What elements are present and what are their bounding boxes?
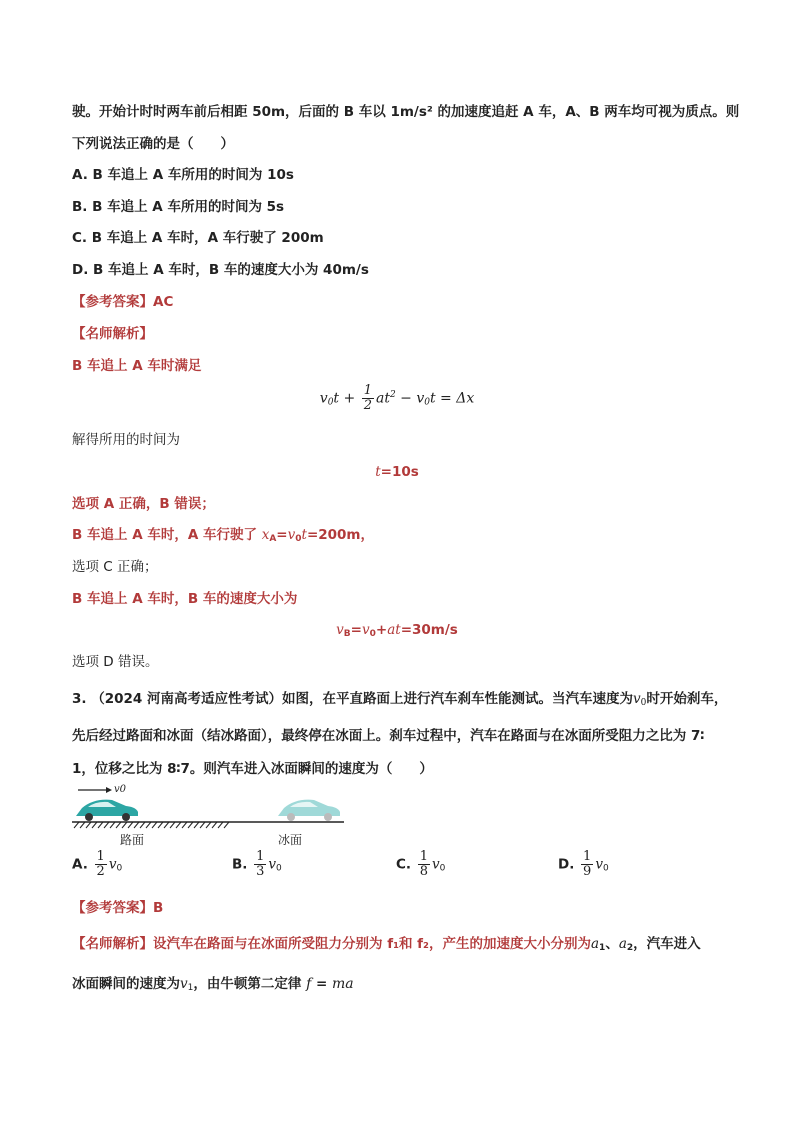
q2-stem-line1: 驶。开始计时时两车前后相距 50m，后面的 B 车以 1m/s² 的加速度追赶 A 车，A、B 两车均可视为质点。则 (72, 104, 740, 120)
q2-vb-result: $v_B=v_0+at=30m/s$ (336, 622, 458, 639)
q3-option-c: C. $\frac{1}{8}$ $v_0$ (396, 849, 446, 879)
q3-answer: 【参考答案】B (72, 900, 164, 916)
q2-t-result: t=10s (375, 464, 419, 480)
q3-option-b: B. $\frac{1}{3}$ $v_0$ (232, 849, 282, 879)
q3-stem-line3: 1，位移之比为 8∶7。则汽车进入冰面瞬间的速度为（ ） (72, 761, 433, 777)
q2-formula-equation: $v_0t$ + $\frac{1}{2}$ $at^2 - v_0t = \Delta x$ (319, 383, 475, 413)
q2-analysis-line7: 选项 D 错误。 (72, 654, 159, 670)
velocity-label: v0 (114, 784, 127, 795)
q2-analysis-line1: B 车追上 A 车时满足 (72, 358, 202, 374)
car-icon-ice (278, 800, 340, 821)
q3-figure-braking-test (72, 776, 352, 848)
ice-label: 冰面 (278, 833, 303, 847)
road-label: 路面 (120, 833, 145, 847)
q2-answer: 【参考答案】AC (72, 294, 174, 310)
q3-analysis-line1: 【名师解析】设汽车在路面与在冰面所受阻力分别为 f₁和 f₂，产生的加速度大小分别为$a_1$、$a_2$，汽车进入 (72, 936, 701, 953)
q2-analysis-line2: 解得所用的时间为 (72, 432, 180, 448)
arrow-head-icon (106, 787, 112, 793)
q2-option-c: C. B 车追上 A 车时，A 车行驶了 200m (72, 230, 324, 246)
q3-option-d: D. $\frac{1}{9}$ $v_0$ (558, 849, 609, 879)
q2-analysis-line4: B 车追上 A 车时，A 车行驶了 $x_A=v_0t=200m$， (72, 527, 374, 544)
road-hatching (74, 822, 229, 828)
q3-stem-line1: 3. （2024 河南高考适应性考试）如图，在平直路面上进行汽车刹车性能测试。当汽车速度为$v_0$时开始刹车， (72, 691, 728, 708)
q2-option-b: B. B 车追上 A 车所用的时间为 5s (72, 199, 285, 215)
q2-stem-line2: 下列说法正确的是（ ） (72, 136, 234, 152)
q3-option-a: A. $\frac{1}{2}$ $v_0$ (72, 849, 123, 879)
q2-analysis-line3: 选项 A 正确，B 错误； (72, 496, 215, 512)
q2-option-d: D. B 车追上 A 车时，B 车的速度大小为 40m/s (72, 262, 369, 278)
q2-analysis-line5: 选项 C 正确； (72, 559, 158, 575)
q2-analysis-header: 【名师解析】 (72, 326, 153, 342)
q2-option-a: A. B 车追上 A 车所用的时间为 10s (72, 167, 294, 183)
q3-stem-line2: 先后经过路面和冰面（结冰路面），最终停在冰面上。刹车过程中，汽车在路面与在冰面所受阻力之比为 7∶ (72, 728, 705, 744)
q2-analysis-line6: B 车追上 A 车时，B 车的速度大小为 (72, 591, 298, 607)
car-icon-road (76, 800, 138, 821)
q3-analysis-line2: 冰面瞬间的速度为$v_1$，由牛顿第二定律 f = ma (72, 976, 354, 993)
fraction-one-half: $\frac{1}{2}$ (363, 383, 372, 413)
